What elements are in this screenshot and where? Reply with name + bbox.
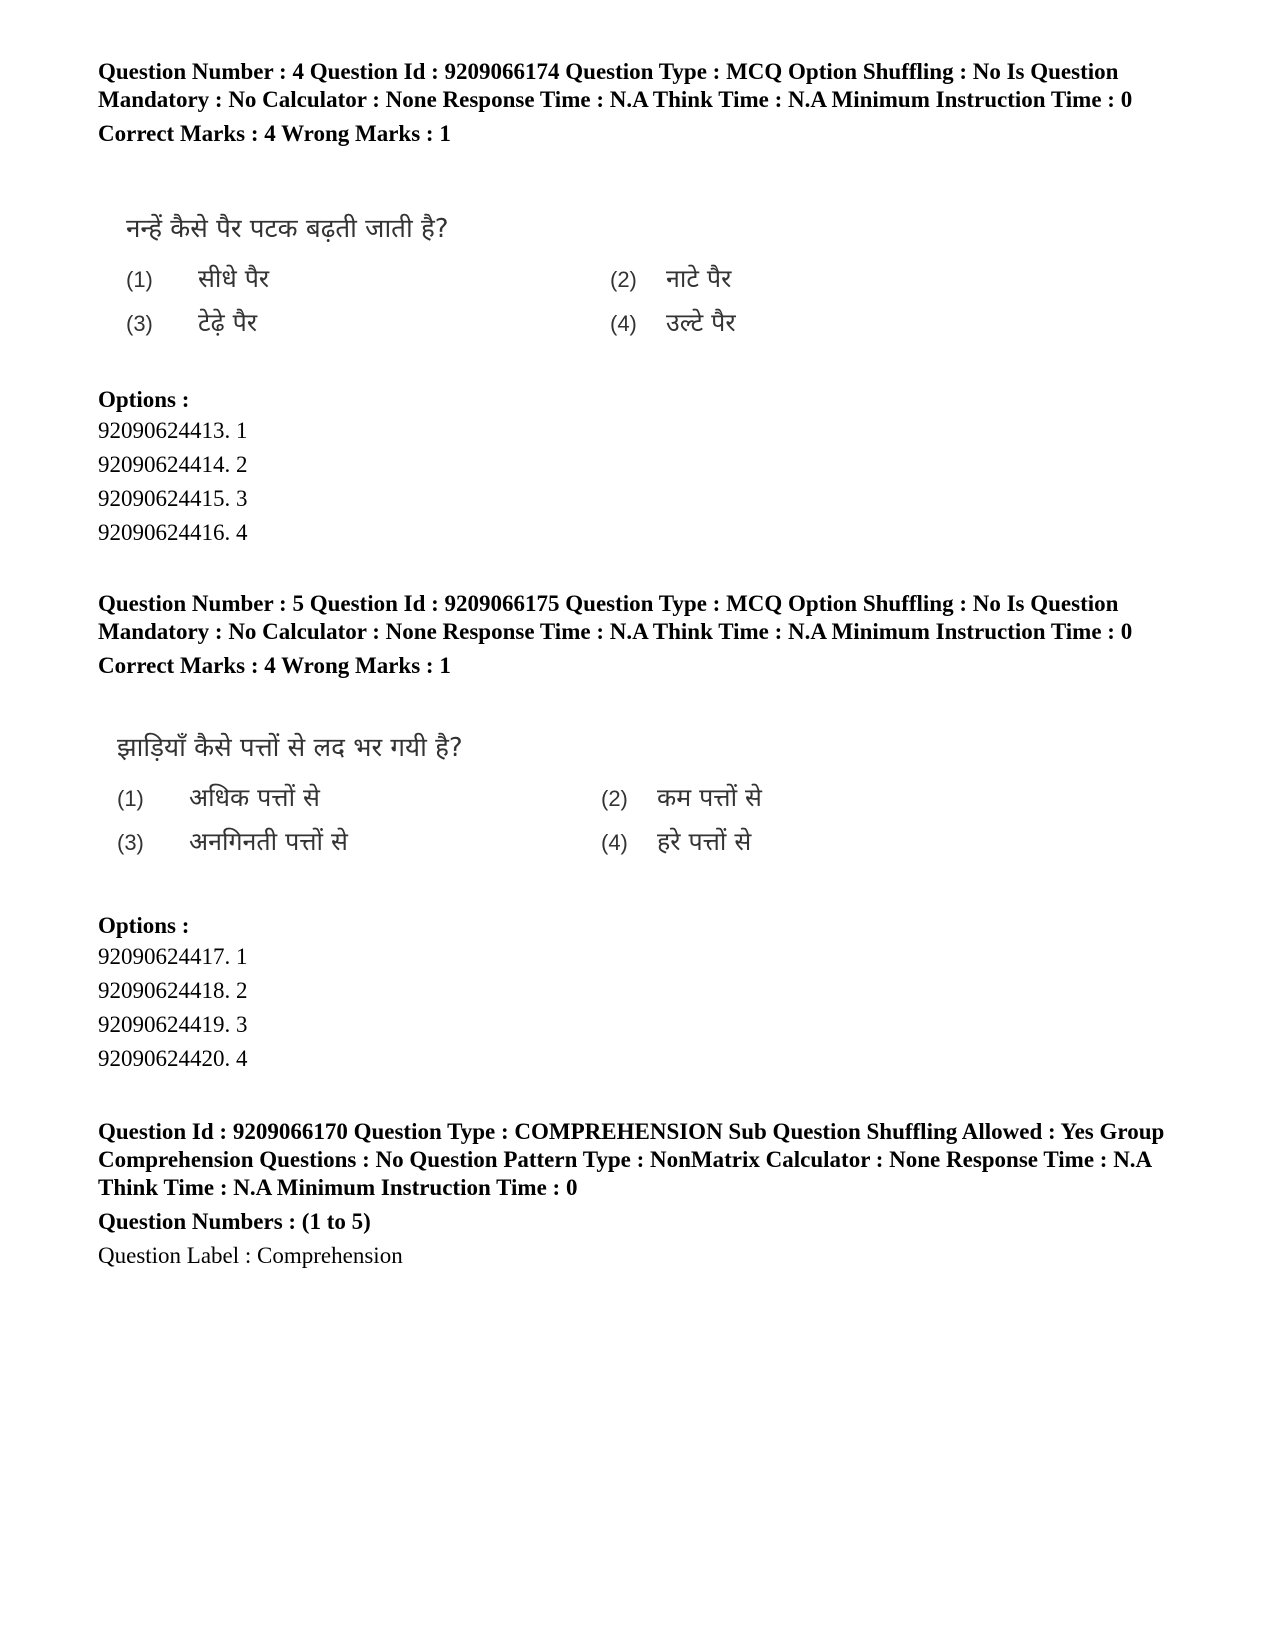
question-marks: Correct Marks : 4 Wrong Marks : 1 (98, 121, 451, 146)
comprehension-block (98, 1118, 1208, 1270)
option-line: 92090624416. 4 (98, 520, 248, 545)
question-meta: Question Number : 4 Question Id : 9209066174 Question Type : MCQ Option Shuffling : No Is Question Mandatory : No Calculator : None Response Time : N.A Think Time : N.A Minimum Instruction Time : 0 (98, 59, 1133, 112)
question-text: झाड़ियाँ कैसे पत्तों से लद भर गयी है? (117, 733, 463, 763)
choice-1: (1) सीधे पैर (126, 264, 270, 293)
question-marks: Correct Marks : 4 Wrong Marks : 1 (98, 653, 451, 678)
comprehension-meta: Question Id : 9209066170 Question Type : COMPREHENSION Sub Question Shuffling Allowed : Yes Group Comprehension Questions : No Question Pattern Type : NonMatrix Calculator : None Response Time : N.A Think Time : N.A Minimum Instruction Time : 0 (98, 1119, 1165, 1200)
question-numbers: Question Numbers : (1 to 5) (98, 1209, 371, 1234)
question-5-options (98, 912, 1188, 1076)
options-title: Options : (98, 387, 190, 412)
question-meta: Question Number : 5 Question Id : 9209066175 Question Type : MCQ Option Shuffling : No Is Question Mandatory : No Calculator : None Response Time : N.A Think Time : N.A Minimum Instruction Time : 0 (98, 591, 1133, 644)
option-line: 92090624414. 2 (98, 452, 248, 477)
choice-3: (3) अनगिनती पत्तों से (117, 827, 348, 856)
option-line: 92090624419. 3 (98, 1012, 248, 1037)
choice-2: (2) नाटे पैर (610, 264, 732, 293)
choice-2: (2) कम पत्तों से (601, 783, 762, 812)
option-line: 92090624420. 4 (98, 1046, 248, 1071)
choice-4: (4) उल्टे पैर (610, 308, 736, 337)
question-4-block (98, 58, 1188, 148)
option-line: 92090624418. 2 (98, 978, 248, 1003)
question-5-image (117, 731, 797, 871)
question-5-block (98, 590, 1188, 680)
question-text: नन्हें कैसे पैर पटक बढ़ती जाती है? (126, 214, 449, 244)
option-line: 92090624415. 3 (98, 486, 248, 511)
option-line: 92090624417. 1 (98, 944, 248, 969)
choice-4: (4) हरे पत्तों से (601, 827, 752, 856)
choice-1: (1) अधिक पत्तों से (117, 783, 320, 812)
choice-3: (3) टेढ़े पैर (126, 308, 258, 337)
options-title: Options : (98, 913, 190, 938)
question-4-options (98, 386, 1188, 550)
question-label: Question Label : Comprehension (98, 1243, 403, 1268)
option-line: 92090624413. 1 (98, 418, 248, 443)
question-4-image (126, 212, 786, 352)
